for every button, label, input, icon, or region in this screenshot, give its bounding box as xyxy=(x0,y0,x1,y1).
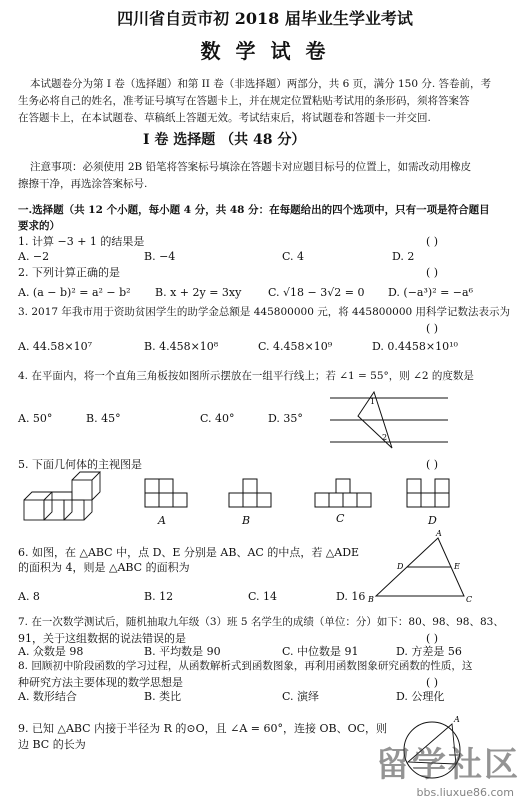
section-heading: I 卷 选择题 （共 48 分） xyxy=(143,132,306,148)
site-watermark xyxy=(374,742,524,806)
q6-triangle-figure xyxy=(368,529,478,604)
q7-paren: ( ) xyxy=(426,632,439,645)
watermark-url: bbs.liuxue86.com xyxy=(416,786,514,799)
intro-line-1: 本试题卷分为第 I 卷（选择题）和第 II 卷（非选择题）两部分，共 6 页，满分 150 分. 答卷前，考 xyxy=(30,78,492,90)
q4-option-c: C. 40° xyxy=(200,412,235,425)
q7-option-b: B. 平均数是 90 xyxy=(144,645,221,658)
q1-option-a: A. −2 xyxy=(18,250,50,263)
q7-option-a: A. 众数是 98 xyxy=(18,645,84,658)
q7-option-c: C. 中位数是 91 xyxy=(282,645,359,658)
q4-stem: 4. 在平面内，将一个直角三角板按如图所示摆放在一组平行线上；若 ∠1 = 55°，则 ∠2 的度数是 xyxy=(18,370,474,382)
notice-line-2: 擦擦干净，再选涂答案标号. xyxy=(18,178,148,190)
q6-vertex-a: A xyxy=(436,529,442,538)
q7-option-d: D. 方差是 56 xyxy=(396,645,462,658)
q5-option-c-view xyxy=(314,478,372,514)
q8-paren: ( ) xyxy=(426,676,439,689)
q3-option-c: C. 4.458×10⁹ xyxy=(258,340,333,353)
q3-stem: 3. 2017 年我市用于资助贫困学生的助学金总额是 445800000 元，将 445800000 用科学记数法表示为 xyxy=(18,306,511,318)
intro-line-2: 生务必将自己的姓名，准考证号填写在答题卡上，并在规定位置粘贴考试用的条形码，须将答案答 xyxy=(18,95,470,107)
q1-option-c: C. 4 xyxy=(282,250,305,263)
q1-stem: 1. 计算 −3 + 1 的结果是 xyxy=(18,235,145,248)
q2-stem: 2. 下列计算正确的是 xyxy=(18,266,120,279)
q8-option-d: D. 公理化 xyxy=(396,690,445,703)
q8-stem-line-1: 8. 回顾初中阶段函数的学习过程，从函数解析式到函数图象，再利用函数图象研究函数的性质，这 xyxy=(18,660,473,672)
q6-vertex-c: C xyxy=(466,595,473,604)
q2-option-b: B. x + 2y = 3xy xyxy=(155,286,242,299)
q6-option-d: D. 16 xyxy=(336,590,366,603)
q6-stem-line-2: 的面积为 4，则是 △ABC 的面积为 xyxy=(18,561,190,574)
exam-title: 四川省自贡市初 2018 届毕业生学业考试 xyxy=(117,9,413,28)
q9-stem-line-2: 边 BC 的长为 xyxy=(18,738,86,751)
q5-option-a-label: A xyxy=(158,514,166,527)
q7-stem-line-1: 7. 在一次数学测试后，随机抽取九年级（3）班 5 名学生的成绩（单位：分）如下：80、98、98、83、 xyxy=(18,616,504,628)
q3-option-b: B. 4.458×10⁸ xyxy=(144,340,219,353)
q2-paren: ( ) xyxy=(426,266,439,279)
q6-option-b: B. 12 xyxy=(144,590,174,603)
exam-subtitle: 数 学 试 卷 xyxy=(200,39,330,63)
q1-option-d: D. 2 xyxy=(392,250,415,263)
q8-option-a: A. 数形结合 xyxy=(18,690,77,703)
q4-angle-label-2: 2 xyxy=(382,433,388,442)
q5-stem: 5. 下面几何体的主视图是 xyxy=(18,458,142,471)
q4-option-d: D. 35° xyxy=(268,412,303,425)
q5-option-b-label: B xyxy=(242,514,251,527)
q5-option-d-label: D xyxy=(428,514,437,527)
q1-option-b: B. −4 xyxy=(144,250,176,263)
q6-point-d: D xyxy=(397,562,404,571)
q8-option-b: B. 类比 xyxy=(144,690,182,703)
watermark-logo-text: 留学社区 xyxy=(376,745,520,785)
q2-option-d: D. (−a³)² = −a⁶ xyxy=(388,286,473,299)
q2-option-c: C. √18 − 3√2 = 0 xyxy=(268,286,365,299)
q6-vertex-b: B xyxy=(368,595,374,604)
q3-option-d: D. 0.4458×10¹⁰ xyxy=(372,340,458,353)
q9-stem-line-1: 9. 已知 △ABC 内接于半径为 R 的⊙O，且 ∠A = 60°，连接 OB、OC，则 xyxy=(18,722,387,735)
notice-line-1: 注意事项：必须使用 2B 铅笔将答案标号填涂在答题卡对应题目标号的位置上，如需改动用橡皮 xyxy=(30,161,472,173)
q6-option-c: C. 14 xyxy=(248,590,278,603)
q5-option-b-view xyxy=(228,478,272,514)
q1-paren: ( ) xyxy=(426,235,439,248)
q8-option-c: C. 演绎 xyxy=(282,690,320,703)
q6-point-e: E xyxy=(454,562,460,571)
q5-paren: ( ) xyxy=(426,458,439,471)
q2-option-a: A. (a − b)² = a² − b² xyxy=(18,286,131,299)
q9-vertex-a: A xyxy=(454,715,460,724)
q4-parallel-lines-figure xyxy=(330,390,450,450)
q6-stem-line-1: 6. 如图，在 △ABC 中，点 D、E 分别是 AB、AC 的中点，若 △ADE xyxy=(18,546,360,559)
q3-paren: ( ) xyxy=(426,322,439,335)
q5-option-d-view xyxy=(406,478,464,514)
q4-option-a: A. 50° xyxy=(18,412,53,425)
q4-angle-label-1: 1 xyxy=(370,397,376,406)
q7-stem-line-2: 91，关于这组数据的说法错误的是 xyxy=(18,632,186,645)
q3-option-a: A. 44.58×10⁷ xyxy=(18,340,93,353)
q5-option-a-view xyxy=(144,478,188,514)
part-heading-1: 一.选择题（共 12 个小题，每小题 4 分，共 48 分：在每题给出的四个选项中，只有一项是符合题目 xyxy=(18,204,490,216)
q5-solid-figure xyxy=(22,476,112,522)
part-heading-2: 要求的） xyxy=(18,220,60,232)
q5-option-c-label: C xyxy=(336,512,345,525)
q6-option-a: A. 8 xyxy=(18,590,40,603)
intro-line-3: 在答题卡上，在本试题卷、草稿纸上答题无效。考试结束后，将试题卷和答题卡一并交回. xyxy=(18,112,431,124)
q4-option-b: B. 45° xyxy=(86,412,121,425)
q8-stem-line-2: 种研究方法主要体现的数学思想是 xyxy=(18,676,183,689)
